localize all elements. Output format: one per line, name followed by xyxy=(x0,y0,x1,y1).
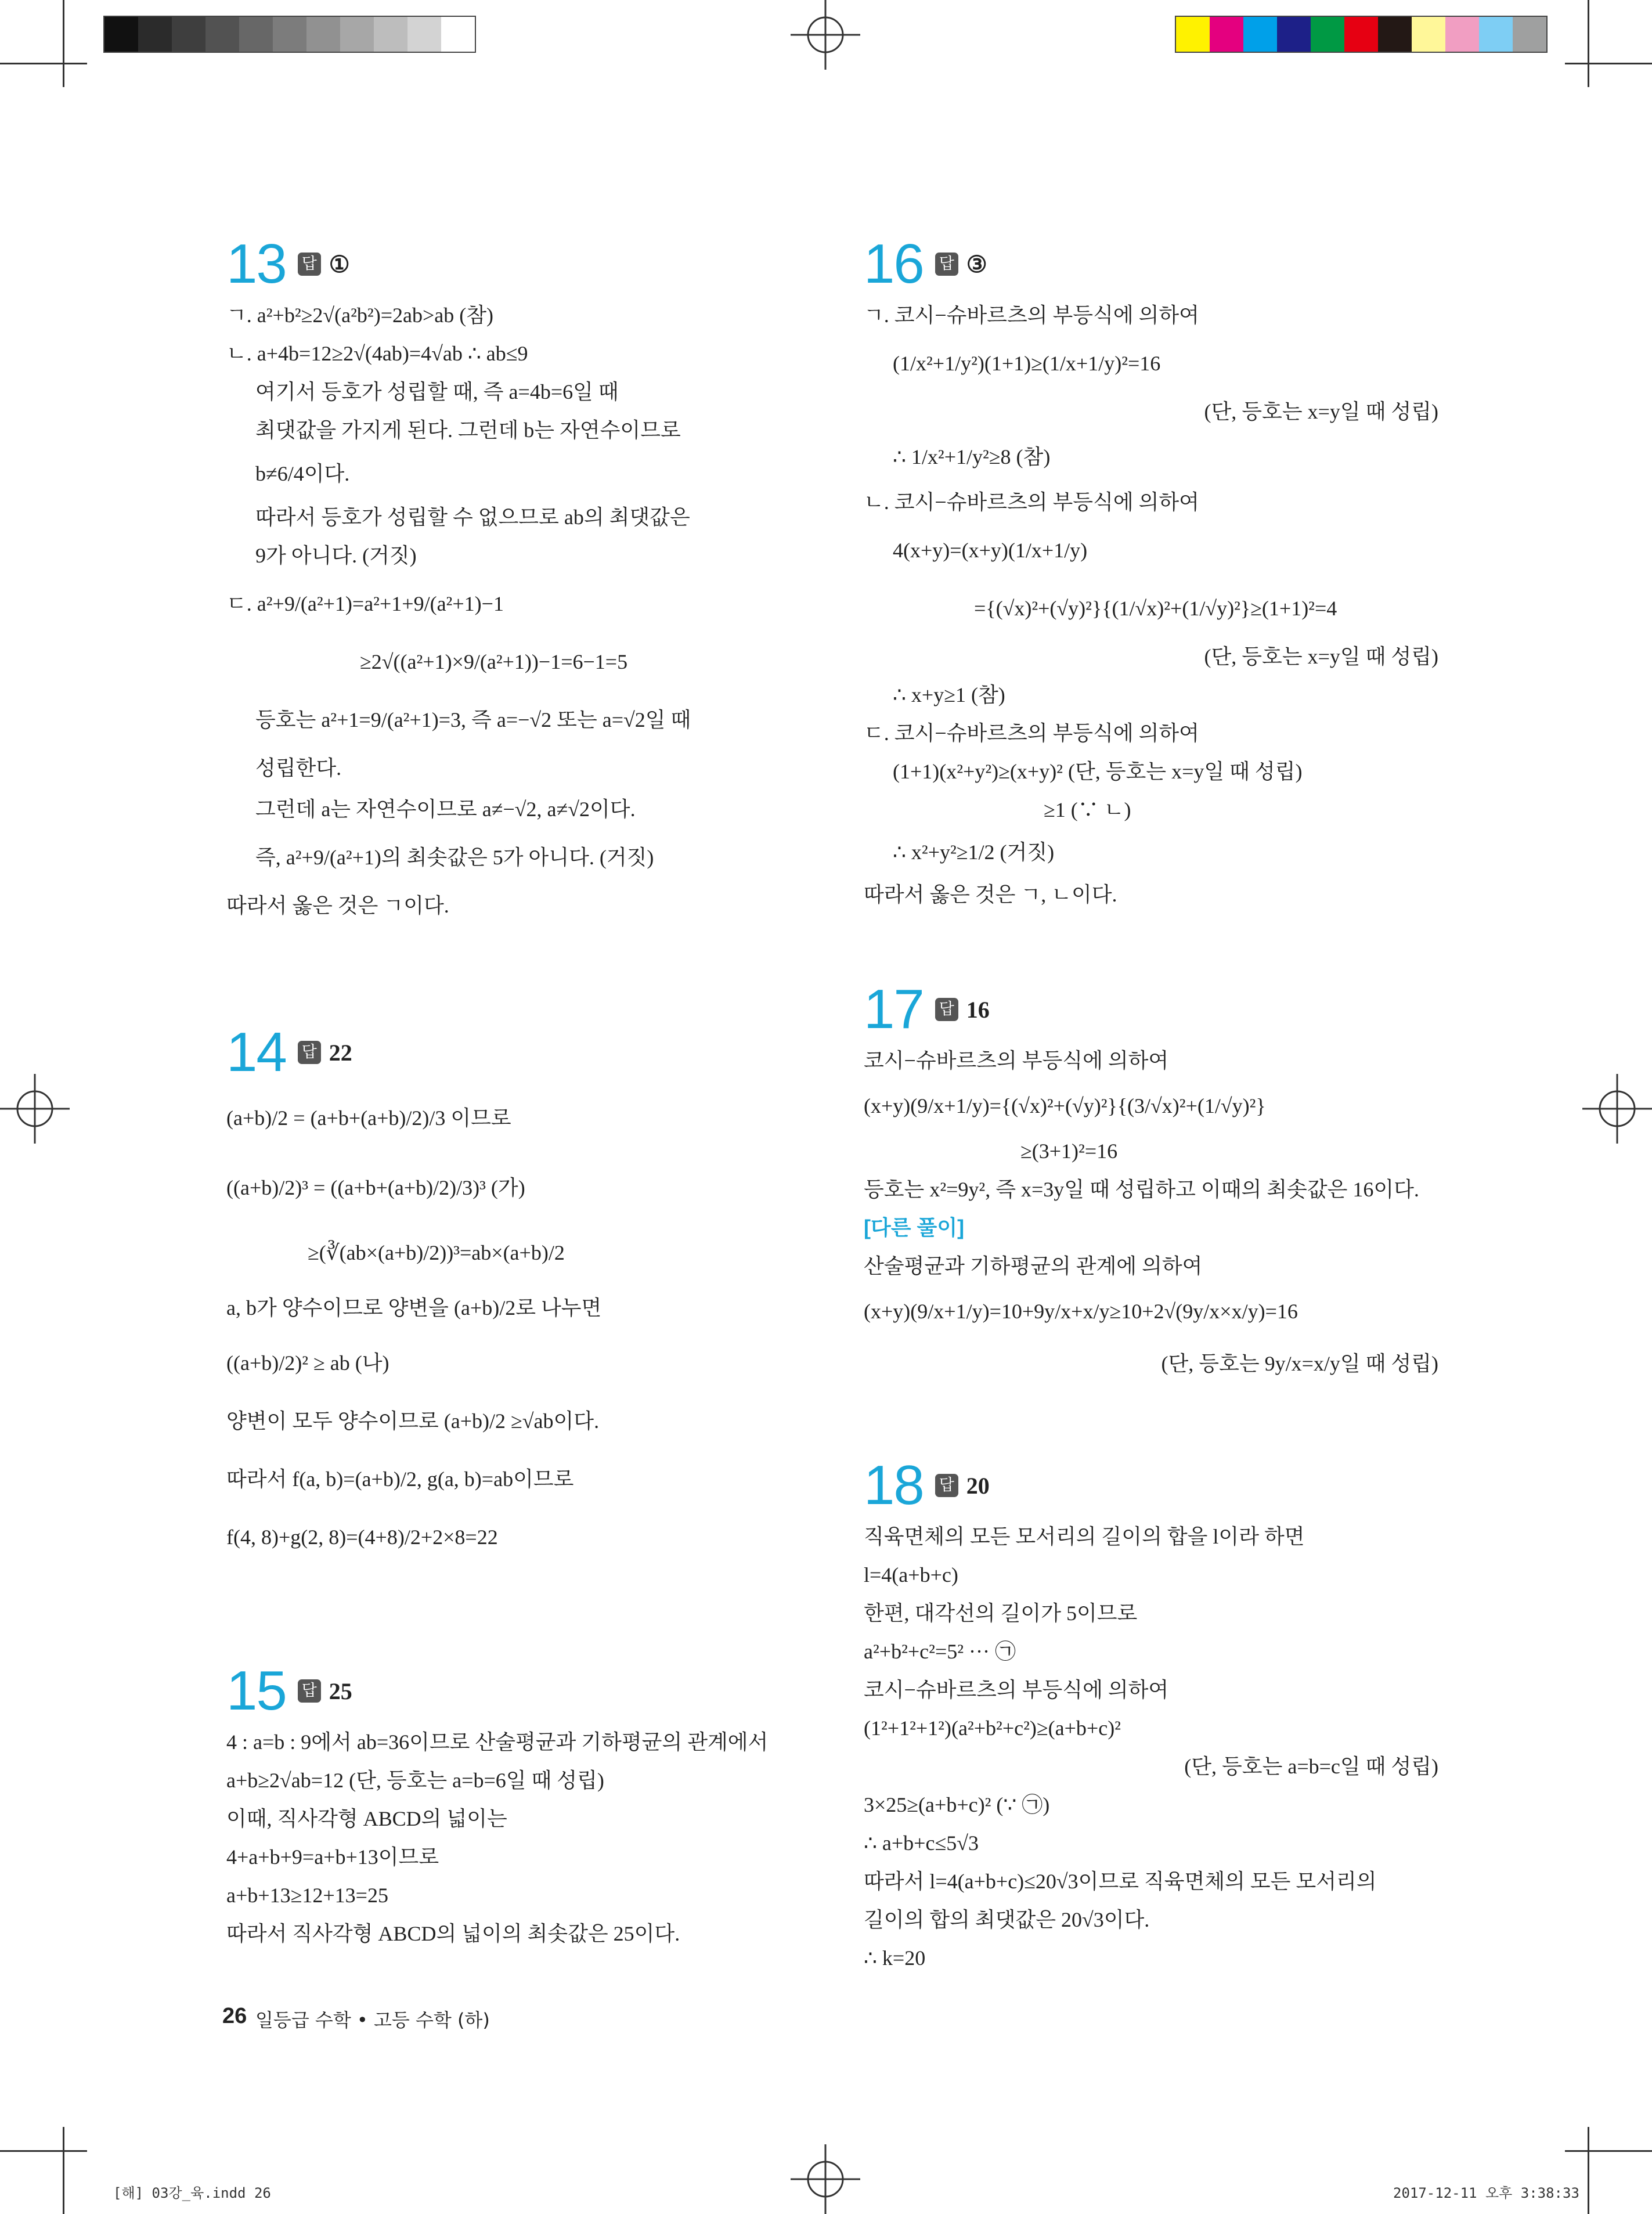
solution-line: 따라서 등호가 성립할 수 없으므로 ab의 최댓값은 xyxy=(255,506,690,529)
problem-13 xyxy=(226,232,813,928)
solution-line: 따라서 직사각형 ABCD의 넓이의 최솟값은 25이다. xyxy=(226,1922,680,1945)
alternate-solution-heading: [다른 풀이] xyxy=(864,1216,965,1239)
answer-value: ① xyxy=(329,251,350,277)
problem-number: 15 xyxy=(226,1660,286,1722)
color-swatch xyxy=(1412,17,1445,52)
answer-value: 22 xyxy=(329,1039,352,1066)
color-swatch xyxy=(1378,17,1412,52)
problem-16 xyxy=(864,232,1450,914)
page-number: 26 xyxy=(222,2004,247,2028)
color-swatch xyxy=(138,17,172,52)
registration-target-icon xyxy=(791,0,860,70)
color-swatch xyxy=(306,17,340,52)
solution-line: 4+a+b+9=a+b+13이므로 xyxy=(226,1845,439,1869)
color-swatch xyxy=(1311,17,1344,52)
problem-number: 14 xyxy=(226,1021,286,1083)
solution-line: 성립한다. xyxy=(255,756,342,780)
solution-line: (단, 등호는 9y/x=x/y일 때 성립) xyxy=(1161,1352,1438,1375)
solution-line: (1+1)(x²+y²)≥(x+y)² (단, 등호는 x=y일 때 성립) xyxy=(893,760,1303,783)
answer-badge: 답 xyxy=(298,1679,321,1703)
crop-mark xyxy=(63,0,64,87)
registration-target-icon xyxy=(0,1074,70,1144)
solution-line: a, b가 양수이므로 양변을 (a+b)/2로 나누면 xyxy=(226,1296,602,1319)
solution-line: 그런데 a는 자연수이므로 a≠−√2, a≠√2이다. xyxy=(255,798,636,821)
solution-line: ∴ a+b+c≤5√3 xyxy=(864,1831,979,1855)
solution-line: a²+b²+c²=5² ··· ㉠ xyxy=(864,1640,1016,1663)
solution-line: ㄴ. 코시−슈바르츠의 부등식에 의하여 xyxy=(864,491,1199,514)
solution-line: 따라서 옳은 것은 ㄱ이다. xyxy=(226,894,449,917)
crop-mark xyxy=(63,2127,64,2214)
color-swatch xyxy=(205,17,239,52)
solution-line: ((a+b)/2)³ = ((a+b+(a+b)/2)/3)³ (가) xyxy=(226,1176,525,1199)
solution-line: ≥2√((a²+1)×9/(a²+1))−1=6−1=5 xyxy=(360,650,628,673)
solution-line: 등호는 x²=9y², 즉 x=3y일 때 성립하고 이때의 최솟값은 16이다. xyxy=(864,1178,1419,1201)
crop-mark xyxy=(0,63,87,64)
color-swatch xyxy=(172,17,205,52)
solution-line: (1/x²+1/y²)(1+1)≥(1/x+1/y)²=16 xyxy=(893,352,1161,375)
answer-badge: 답 xyxy=(935,998,958,1021)
registration-target-icon xyxy=(1582,1074,1652,1144)
color-swatch xyxy=(273,17,306,52)
solution-line: (단, 등호는 x=y일 때 성립) xyxy=(1204,400,1438,423)
solution-line: (단, 등호는 x=y일 때 성립) xyxy=(1204,645,1438,668)
crop-mark xyxy=(1565,2150,1652,2152)
solution-line: (단, 등호는 a=b=c일 때 성립) xyxy=(1184,1755,1438,1778)
problem-18 xyxy=(864,1454,1450,1977)
answer-badge: 답 xyxy=(298,1041,321,1064)
solution-line: 길이의 합의 최댓값은 20√3이다. xyxy=(864,1908,1150,1931)
solution-line: 양변이 모두 양수이므로 (a+b)/2 ≥√ab이다. xyxy=(226,1409,600,1433)
solution-line: ㄱ. a²+b²≥2√(a²b²)=2ab>ab (참) xyxy=(226,304,494,327)
color-swatch xyxy=(340,17,374,52)
solution-line: 직육면체의 모든 모서리의 길이의 합을 l이라 하면 xyxy=(864,1525,1305,1548)
color-swatch xyxy=(1243,17,1277,52)
color-swatch xyxy=(1176,17,1210,52)
solution-line: 여기서 등호가 성립할 때, 즉 a=4b=6일 때 xyxy=(255,380,619,403)
color-swatch xyxy=(1513,17,1546,52)
problem-number: 17 xyxy=(864,978,924,1040)
solution-line: a+b≥2√ab=12 (단, 등호는 a=b=6일 때 성립) xyxy=(226,1769,604,1792)
solution-line: ≥1 (∵ ㄴ) xyxy=(1044,798,1131,821)
solution-line: 9가 아니다. (거짓) xyxy=(255,544,417,567)
solution-line: 4(x+y)=(x+y)(1/x+1/y) xyxy=(893,539,1088,562)
solution-line: 코시−슈바르츠의 부등식에 의하여 xyxy=(864,1678,1169,1701)
solution-line: ㄷ. a²+9/(a²+1)=a²+1+9/(a²+1)−1 xyxy=(226,592,504,615)
solution-line: 산술평균과 기하평균의 관계에 의하여 xyxy=(864,1254,1203,1278)
crop-mark xyxy=(1565,63,1652,64)
color-swatch xyxy=(104,17,138,52)
solution-line: (a+b)/2 = (a+b+(a+b)/2)/3 이므로 xyxy=(226,1106,511,1130)
solution-line: 따라서 f(a, b)=(a+b)/2, g(a, b)=ab이므로 xyxy=(226,1467,574,1491)
solution-line: l=4(a+b+c) xyxy=(864,1563,958,1586)
problem-14 xyxy=(226,1021,813,1566)
answer-value: ③ xyxy=(966,251,987,277)
solution-line: 3×25≥(a+b+c)² (∵ ㉠) xyxy=(864,1793,1050,1816)
solution-line: 따라서 옳은 것은 ㄱ, ㄴ이다. xyxy=(864,883,1117,906)
left-column xyxy=(226,232,813,1976)
color-swatch xyxy=(407,17,441,52)
solution-line: ∴ 1/x²+1/y²≥8 (참) xyxy=(893,445,1051,468)
slug-timestamp: 2017-12-11 오후 3:38:33 xyxy=(1393,2185,1579,2201)
solution-line: ∴ x²+y²≥1/2 (거짓) xyxy=(893,841,1055,864)
crop-mark xyxy=(0,2150,87,2152)
color-swatch xyxy=(239,17,273,52)
solution-line: ((a+b)/2)² ≥ ab (나) xyxy=(226,1351,389,1375)
answer-value: 16 xyxy=(966,996,990,1023)
color-swatch xyxy=(1479,17,1513,52)
color-swatch xyxy=(1210,17,1243,52)
color-calibration-bar xyxy=(1175,16,1548,53)
answer-badge: 답 xyxy=(935,253,958,276)
solution-line: f(4, 8)+g(2, 8)=(4+8)/2+2×8=22 xyxy=(226,1526,498,1549)
registration-target-icon xyxy=(791,2144,860,2214)
solution-line: ∴ k=20 xyxy=(864,1946,926,1970)
solution-line: ㄱ. 코시−슈바르츠의 부등식에 의하여 xyxy=(864,304,1199,327)
crop-mark xyxy=(1588,0,1589,87)
solution-line: 4 : a=b : 9에서 ab=36이므로 산술평균과 기하평균의 관계에서 xyxy=(226,1730,769,1754)
book-title: 일등급 수학 • 고등 수학 (하) xyxy=(255,2009,490,2031)
gray-calibration-bar xyxy=(103,16,476,53)
solution-line: a+b+13≥12+13=25 xyxy=(226,1884,388,1907)
solution-line: 최댓값을 가지게 된다. 그런데 b는 자연수이므로 xyxy=(255,419,681,442)
solution-line: ≥(3+1)²=16 xyxy=(1020,1140,1118,1163)
problem-17 xyxy=(864,978,1450,1390)
solution-line: 등호는 a²+1=9/(a²+1)=3, 즉 a=−√2 또는 a=√2일 때 xyxy=(255,708,691,731)
problem-15 xyxy=(226,1659,813,1953)
color-swatch xyxy=(441,17,475,52)
solution-line: 한편, 대각선의 길이가 5이므로 xyxy=(864,1602,1138,1625)
right-column xyxy=(864,232,1450,2000)
solution-line: 즉, a²+9/(a²+1)의 최솟값은 5가 아니다. (거짓) xyxy=(255,846,654,869)
answer-badge: 답 xyxy=(935,1474,958,1497)
solution-line: 코시−슈바르츠의 부등식에 의하여 xyxy=(864,1049,1169,1072)
crop-mark xyxy=(1588,2127,1589,2214)
solution-line: b≠6/4이다. xyxy=(255,462,350,485)
solution-line: 이때, 직사각형 ABCD의 넓이는 xyxy=(226,1807,507,1830)
problem-number: 13 xyxy=(226,233,286,295)
solution-line: (1²+1²+1²)(a²+b²+c²)≥(a+b+c)² xyxy=(864,1717,1121,1740)
solution-line: ≥(∛(ab×(a+b)/2))³=ab×(a+b)/2 xyxy=(308,1241,565,1264)
solution-line: (x+y)(9/x+1/y)=10+9y/x+x/y≥10+2√(9y/x×x/y)=16 xyxy=(864,1300,1298,1323)
color-swatch xyxy=(374,17,407,52)
solution-line: ㄴ. a+4b=12≥2√(4ab)=4√ab ∴ ab≤9 xyxy=(226,342,528,365)
solution-line: 따라서 l=4(a+b+c)≤20√3이므로 직육면체의 모든 모서리의 xyxy=(864,1870,1377,1893)
answer-value: 20 xyxy=(966,1472,990,1499)
slug-file-name: [해] 03강_육.indd 26 xyxy=(113,2185,271,2201)
color-swatch xyxy=(1445,17,1479,52)
answer-value: 25 xyxy=(329,1678,352,1704)
solution-line: ㄷ. 코시−슈바르츠의 부등식에 의하여 xyxy=(864,722,1199,745)
solution-line: ={(√x)²+(√y)²}{(1/√x)²+(1/√y)²}≥(1+1)²=4 xyxy=(974,597,1337,620)
problem-number: 16 xyxy=(864,233,924,295)
color-swatch xyxy=(1344,17,1378,52)
color-swatch xyxy=(1277,17,1311,52)
solution-line: ∴ x+y≥1 (참) xyxy=(893,683,1005,706)
answer-badge: 답 xyxy=(298,253,321,276)
problem-number: 18 xyxy=(864,1454,924,1516)
solution-line: (x+y)(9/x+1/y)={(√x)²+(√y)²}{(3/√x)²+(1/√y)²} xyxy=(864,1094,1266,1117)
